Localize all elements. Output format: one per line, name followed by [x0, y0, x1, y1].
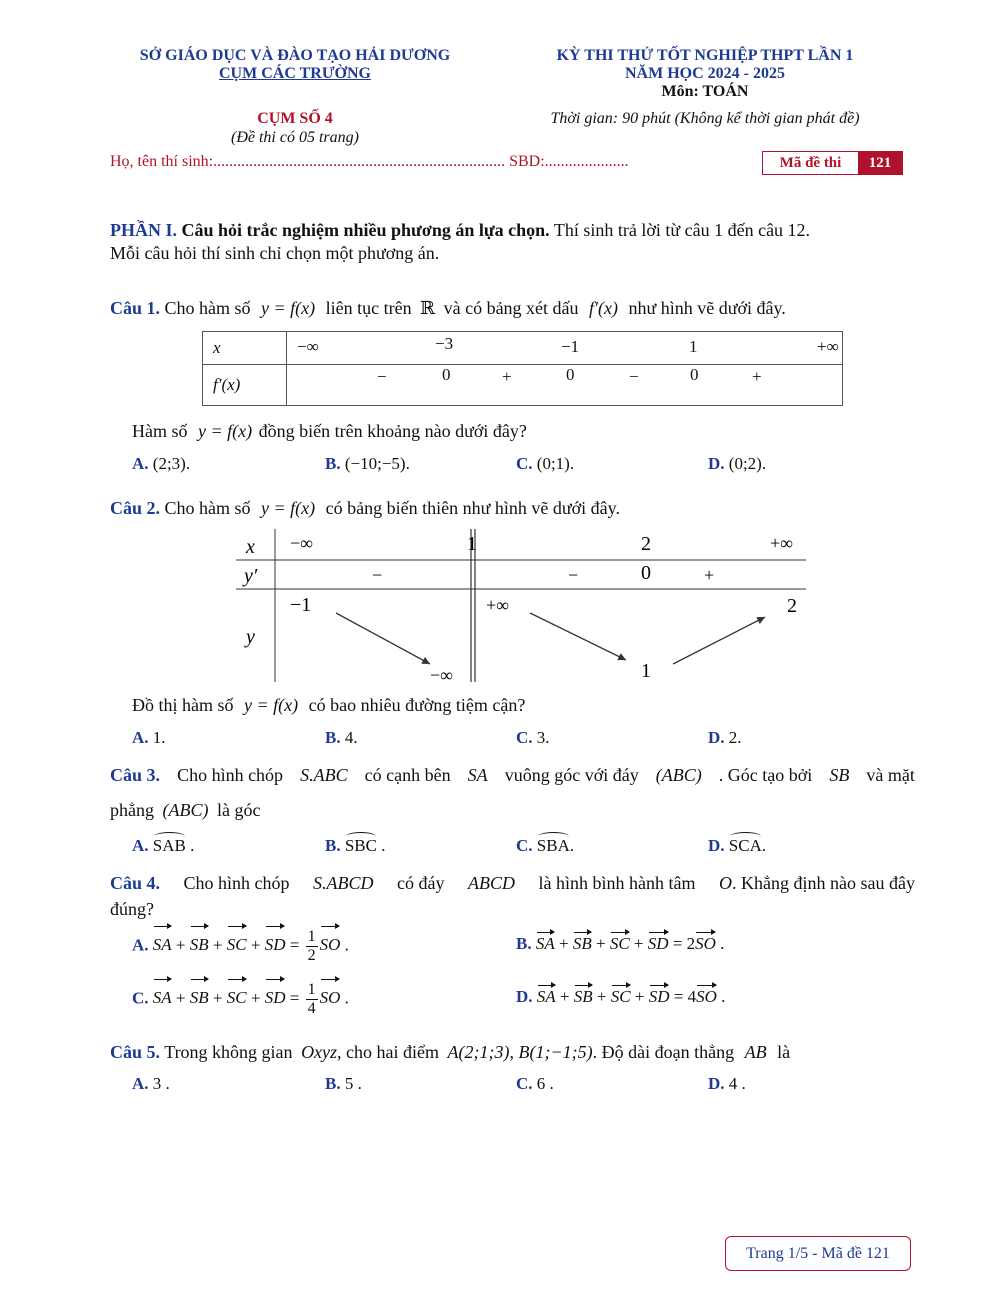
q3-option-c[interactable]: C. SBA. — [516, 836, 575, 855]
q3-option-a[interactable]: A. SAB . — [132, 836, 195, 855]
exam-code-label: Mã đề thi — [779, 155, 842, 171]
question-1-ask: Hàm số y = f(x) đồng biến trên khoảng nào dưới đây? — [132, 421, 527, 441]
q3-option-b[interactable]: B. SBC . — [325, 836, 386, 855]
variation-table — [230, 527, 810, 687]
q4-option-a[interactable]: A. SA + SB + SC + SD = $\frac{1}{2}$ SO . — [132, 928, 349, 964]
question-4-line2: đúng? — [110, 899, 154, 919]
sign-table-x-row: −∞ −3 −1 1 +∞ — [287, 332, 843, 365]
vt-yp-2: 0 — [641, 562, 651, 584]
vt-arrow-2 — [530, 613, 626, 660]
q2-option-d[interactable]: D. 2. — [708, 728, 742, 747]
vt-yp-1: − — [568, 565, 579, 585]
part1-intro-line2: Mỗi câu hỏi thí sinh chỉ chọn một phương án. — [110, 243, 440, 263]
q2-option-b[interactable]: B. 4. — [325, 728, 358, 747]
candidate-line: Họ, tên thí sinh:......................................................................... SBD:..................... — [110, 153, 629, 170]
q1-option-b[interactable]: B. (−10;−5). — [325, 454, 410, 473]
q1-option-d[interactable]: D. (0;2). — [708, 454, 767, 473]
q5-option-b[interactable]: B. 5 . — [325, 1074, 362, 1093]
q4-option-b[interactable]: B. SA + SB + SC + SD = 2SO . — [516, 934, 725, 953]
q2-option-c[interactable]: C. 3. — [516, 728, 550, 747]
question-2: Câu 2. Cho hàm số y = f(x) có bảng biến thiên như hình vẽ dưới đây. — [110, 498, 620, 518]
vt-yp-head: y′ — [244, 565, 258, 587]
vt-x-1: 1 — [467, 533, 477, 555]
vt-y-head: y — [246, 626, 255, 648]
vt-y-1: −∞ — [430, 665, 453, 685]
sign-table-x-head: x — [203, 332, 287, 365]
vt-y-2: +∞ — [486, 595, 509, 615]
vt-x-3: +∞ — [770, 533, 793, 553]
vt-x-2: 2 — [641, 533, 651, 555]
q5-option-a[interactable]: A. 3 . — [132, 1074, 170, 1093]
sign-table-sign-row: − 0 + 0 − 0 + — [287, 365, 843, 406]
vt-arrow-1 — [336, 613, 430, 664]
exam-code-value: 121 — [858, 152, 902, 174]
cluster-label: CỤM SỐ 4 — [257, 110, 333, 127]
exam-title: KỲ THI THỬ TỐT NGHIỆP THPT LẦN 1 NĂM HỌC 2024 - 2025 Môn: TOÁN — [556, 47, 854, 100]
vt-x-head: x — [246, 536, 255, 558]
question-1: Câu 1. Cho hàm số y = f(x) liên tục trên ℝ và có bảng xét dấu f′(x) như hình vẽ dưới đây. — [110, 298, 786, 318]
q5-option-d[interactable]: D. 4 . — [708, 1074, 746, 1093]
pages-note: (Đề thi có 05 trang) — [231, 129, 359, 146]
vt-y-3: 1 — [641, 660, 651, 682]
question-3-line2: phẳng (ABC) là góc — [110, 800, 261, 820]
vt-y-4: 2 — [787, 595, 797, 617]
department-name: SỞ GIÁO DỤC VÀ ĐÀO TẠO HẢI DƯƠNG CỤM CÁC TRƯỜNG — [139, 47, 451, 82]
sign-table-deriv-head: f′(x) — [203, 365, 287, 406]
vt-y-0: −1 — [290, 594, 312, 616]
question-3: Câu 3. Cho hình chóp S.ABC có cạnh bên SA vuông góc với đáy (ABC) . Góc tạo bởi SB và mặt — [110, 765, 915, 785]
time-note: Thời gian: 90 phút (Không kể thời gian phát đề) — [550, 110, 860, 127]
sign-table — [202, 331, 843, 406]
vt-yp-0: − — [372, 565, 383, 585]
vt-yp-3: + — [704, 565, 715, 585]
q1-option-c[interactable]: C. (0;1). — [516, 454, 575, 473]
q4-option-c[interactable]: C. SA + SB + SC + SD = $\frac{1}{4}$ SO . — [132, 981, 349, 1017]
q5-option-c[interactable]: C. 6 . — [516, 1074, 554, 1093]
question-5: Câu 5. Trong không gian Oxyz, cho hai điểm A(2;1;3), B(1;−1;5). Độ dài đoạn thẳng AB là — [110, 1042, 791, 1062]
exam-code-box — [762, 151, 903, 175]
vt-arrow-3 — [673, 617, 765, 664]
q4-option-d[interactable]: D. SA + SB + SC + SD = 4SO . — [516, 987, 726, 1006]
question-4: Câu 4. Cho hình chóp S.ABCD có đáy ABCD là hình bình hành tâm O. Khẳng định nào sau đây — [110, 873, 915, 893]
page-footer-badge: Trang 1/5 - Mã đề 121 — [725, 1236, 911, 1271]
q1-option-a[interactable]: A. (2;3). — [132, 454, 191, 473]
question-2-ask: Đồ thị hàm số y = f(x) có bao nhiêu đường tiệm cận? — [132, 695, 526, 715]
q2-option-a[interactable]: A. 1. — [132, 728, 166, 747]
vt-x-0: −∞ — [290, 533, 313, 553]
q3-option-d[interactable]: D. SCA. — [708, 836, 767, 855]
part1-intro: PHẦN I. Câu hỏi trắc nghiệm nhiều phương án lựa chọn. Thí sinh trả lời từ câu 1 đến câu 12. — [110, 220, 811, 240]
